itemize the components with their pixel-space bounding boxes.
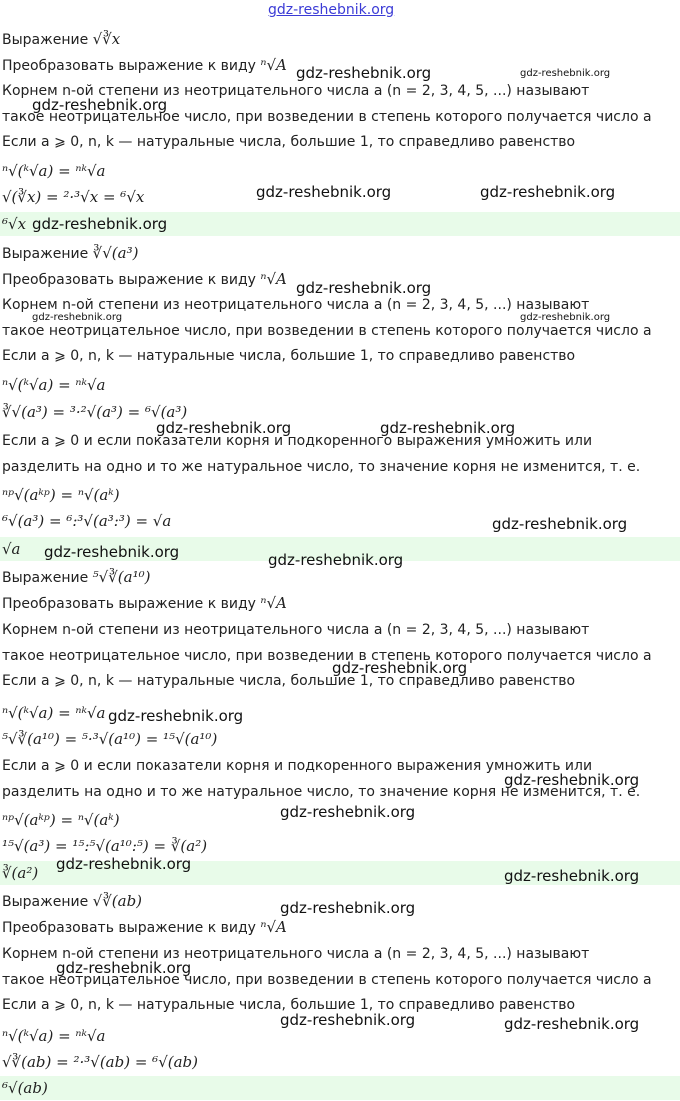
- definition-line-2: такое неотрицательное число, при возведении в степень которого получается число a: [2, 972, 652, 988]
- rule-text-1: Если a ⩾ 0 и если показатели корня и подкоренного выражения умножить или: [2, 758, 593, 774]
- watermark: gdz-reshebnik.org: [492, 515, 628, 533]
- calc-step-2: ⁶√(a³) = ⁶:³√(a³:³) = √a: [2, 512, 172, 530]
- answer-band: [0, 1076, 680, 1100]
- target-form: ⁿ√A: [260, 270, 287, 288]
- rule-text-1: Если a ⩾ 0 и если показатели корня и подкоренного выражения умножить или: [2, 433, 593, 449]
- answer: √a: [2, 540, 21, 558]
- target-form: ⁿ√A: [260, 56, 287, 74]
- definition-line-1: Корнем n-ой степени из неотрицательного числа a (n = 2, 3, 4, 5, ...) называют: [2, 83, 590, 99]
- rule-formula-2: ⁿᵖ√(aᵏᵖ) = ⁿ√(aᵏ): [2, 486, 120, 504]
- answer: ⁶√x: [2, 215, 27, 233]
- calc-step: ∛√(a³) = ³·²√(a³) = ⁶√(a³): [2, 403, 188, 421]
- expression-line: [2, 890, 142, 913]
- rule-formula-2: ⁿᵖ√(aᵏᵖ) = ⁿ√(aᵏ): [2, 811, 120, 829]
- expression-label: Выражение: [2, 894, 89, 910]
- answer: ∛(a²): [2, 864, 39, 882]
- watermark: gdz-reshebnik.org: [268, 551, 404, 569]
- expression-line: [2, 28, 120, 51]
- watermark: gdz-reshebnik.org: [296, 64, 432, 82]
- expression-value: ∛√(a³): [92, 244, 139, 262]
- expression-label: Выражение: [2, 570, 89, 586]
- definition-line-1: Корнем n-ой степени из неотрицательного числа a (n = 2, 3, 4, 5, ...) называют: [2, 297, 590, 313]
- rule-formula: ⁿ√(ᵏ√a) = ⁿᵏ√a: [2, 162, 106, 180]
- watermark: gdz-reshebnik.org: [156, 419, 292, 437]
- watermark: gdz-reshebnik.org: [296, 279, 432, 297]
- condition-line: Если a ⩾ 0, n, k — натуральные числа, большие 1, то справедливо равенство: [2, 134, 576, 150]
- task-label: Преобразовать выражение к виду: [2, 58, 256, 74]
- expression-label: Выражение: [2, 246, 89, 262]
- definition-line-1: Корнем n-ой степени из неотрицательного числа a (n = 2, 3, 4, 5, ...) называют: [2, 946, 590, 962]
- task-line: [2, 54, 287, 77]
- watermark: gdz-reshebnik.org: [380, 419, 516, 437]
- site-link[interactable]: gdz-reshebnik.org: [268, 2, 395, 18]
- task-label: Преобразовать выражение к виду: [2, 272, 256, 288]
- watermark: gdz-reshebnik.org: [32, 215, 168, 233]
- expression-line: [2, 242, 138, 265]
- watermark: gdz-reshebnik.org: [480, 183, 616, 201]
- calc-step: ⁵√∛(a¹⁰) = ⁵·³√(a¹⁰) = ¹⁵√(a¹⁰): [2, 730, 218, 748]
- rule-text-2: разделить на одно и то же натуральное число, то значение корня не изменится, т. е.: [2, 784, 641, 800]
- task-line: [2, 916, 287, 939]
- watermark: gdz-reshebnik.org: [108, 707, 244, 725]
- target-form: ⁿ√A: [260, 594, 287, 612]
- task-line: [2, 592, 287, 615]
- condition-line: Если a ⩾ 0, n, k — натуральные числа, большие 1, то справедливо равенство: [2, 673, 576, 689]
- watermark: gdz-reshebnik.org: [280, 899, 416, 917]
- condition-line: Если a ⩾ 0, n, k — натуральные числа, большие 1, то справедливо равенство: [2, 997, 576, 1013]
- watermark: gdz-reshebnik.org: [504, 771, 640, 789]
- task-label: Преобразовать выражение к виду: [2, 596, 256, 612]
- target-form: ⁿ√A: [260, 918, 287, 936]
- calc-step: √∛(ab) = ²·³√(ab) = ⁶√(ab): [2, 1053, 198, 1071]
- watermark: gdz-reshebnik.org: [520, 312, 611, 323]
- rule-formula: ⁿ√(ᵏ√a) = ⁿᵏ√a: [2, 1027, 106, 1045]
- calc-step-2: ¹⁵√(a³) = ¹⁵:⁵√(a¹⁰:⁵) = ∛(a²): [2, 837, 208, 855]
- answer: ⁶√(ab): [2, 1079, 48, 1097]
- expression-value: √∛x: [92, 30, 121, 48]
- definition-line-2: такое неотрицательное число, при возведении в степень которого получается число a: [2, 109, 652, 125]
- definition-line-2: такое неотрицательное число, при возведении в степень которого получается число a: [2, 323, 652, 339]
- expression-line: [2, 566, 150, 589]
- watermark: gdz-reshebnik.org: [280, 1011, 416, 1029]
- watermark: gdz-reshebnik.org: [32, 96, 168, 114]
- expression-value: ⁵√∛(a¹⁰): [92, 568, 151, 586]
- task-line: [2, 268, 287, 291]
- watermark: gdz-reshebnik.org: [520, 68, 611, 79]
- watermark: gdz-reshebnik.org: [44, 543, 180, 561]
- rule-formula: ⁿ√(ᵏ√a) = ⁿᵏ√a: [2, 704, 106, 722]
- task-label: Преобразовать выражение к виду: [2, 920, 256, 936]
- watermark: gdz-reshebnik.org: [332, 659, 468, 677]
- rule-formula: ⁿ√(ᵏ√a) = ⁿᵏ√a: [2, 376, 106, 394]
- definition-line-2: такое неотрицательное число, при возведении в степень которого получается число a: [2, 648, 652, 664]
- condition-line: Если a ⩾ 0, n, k — натуральные числа, большие 1, то справедливо равенство: [2, 348, 576, 364]
- expression-value: √∛(ab): [92, 892, 143, 910]
- watermark: gdz-reshebnik.org: [280, 803, 416, 821]
- rule-text-2: разделить на одно и то же натуральное число, то значение корня не изменится, т. е.: [2, 459, 641, 475]
- watermark: gdz-reshebnik.org: [56, 855, 192, 873]
- definition-line-1: Корнем n-ой степени из неотрицательного числа a (n = 2, 3, 4, 5, ...) называют: [2, 622, 590, 638]
- watermark: gdz-reshebnik.org: [56, 959, 192, 977]
- watermark: gdz-reshebnik.org: [256, 183, 392, 201]
- calc-step: √(∛x) = ²·³√x = ⁶√x: [2, 188, 145, 206]
- watermark: gdz-reshebnik.org: [504, 1015, 640, 1033]
- watermark: gdz-reshebnik.org: [32, 312, 123, 323]
- expression-label: Выражение: [2, 32, 89, 48]
- watermark: gdz-reshebnik.org: [504, 867, 640, 885]
